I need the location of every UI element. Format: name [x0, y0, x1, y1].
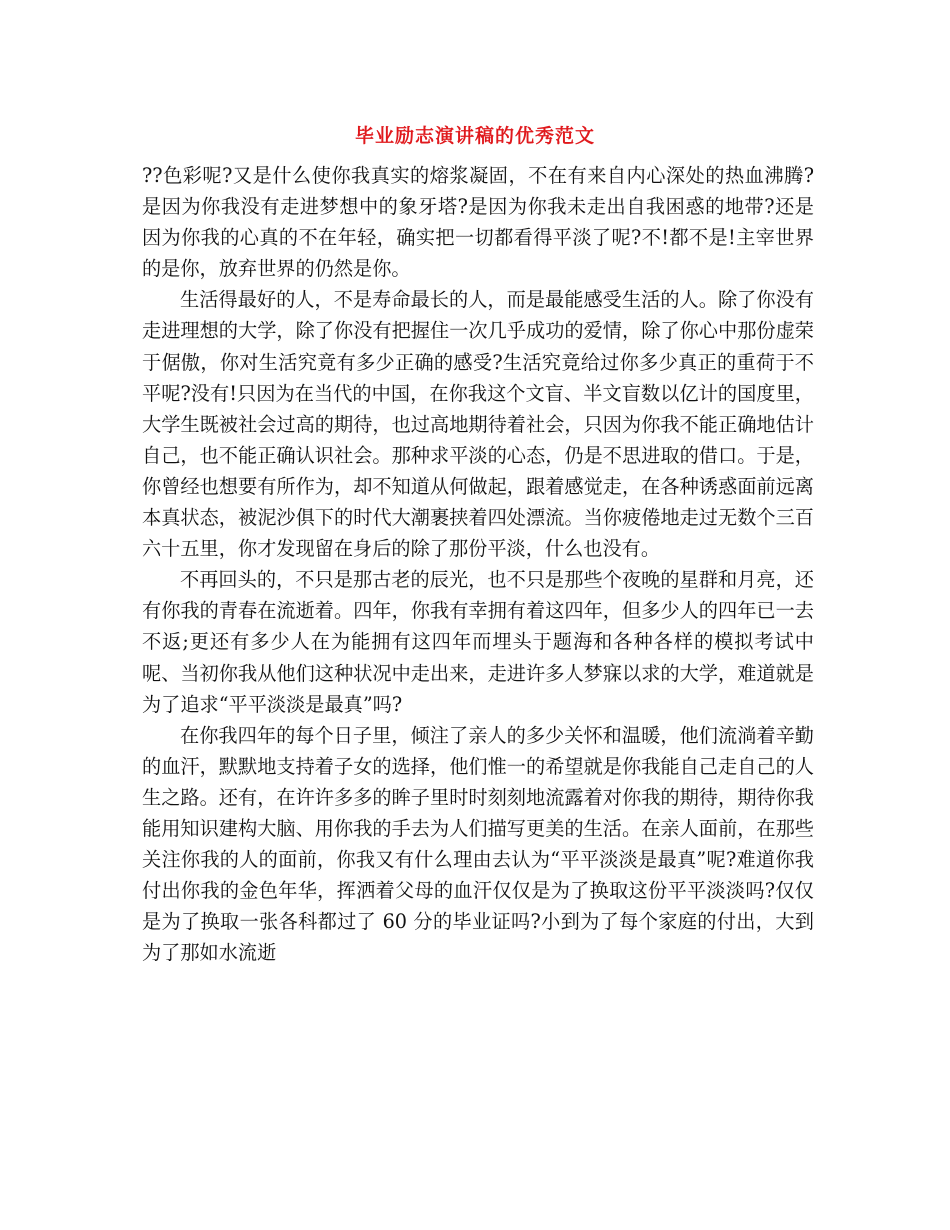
paragraph-1: ??色彩呢?又是什么使你我真实的熔浆凝固，不在有来自内心深处的热血沸腾?是因为你我没有走进梦想中的象牙塔?是因为你我未走出自我困惑的地带?还是因为你我的心真的不在年轻，确实把一切都看得平淡了呢?不!都不是!主宰世界的是你，放弃世界的仍然是你。 — [142, 164, 814, 281]
document-title: 毕业励志演讲稿的优秀范文 — [354, 125, 595, 147]
paragraph-2: 生活得最好的人，不是寿命最长的人，而是最能感受生活的人。除了你没有走进理想的大学，除了你没有把握住一次几乎成功的爱情，除了你心中那份虚荣于倨傲，你对生活究竟有多少正确的感受?生活究竟给过你多少真正的重荷于不平呢?没有!只因为在当代的中国，在你我这个文盲、半文盲数以亿计的国度里，大学生既被社会过高的期待，也过高地期待着社会，只因为你我不能正确地估计自己，也不能正确认识社会。那种求平淡的心态，仍是不思进取的借口。于是，你曾经也想要有所作为，却不知道从何做起，跟着感觉走，在各种诱惑面前远离本真状态，被泥沙俱下的时代大潮裹挟着四处漂流。当你疲倦地走过无数个三百六十五里，你才发现留在身后的除了那份平淡，什么也没有。 — [142, 288, 814, 561]
paragraph-3: 不再回头的，不只是那古老的辰光，也不只是那些个夜晚的星群和月亮，还有你我的青春在流逝着。四年，你我有幸拥有着这四年，但多少人的四年已一去不返;更还有多少人在为能拥有这四年而埋头于题海和各种各样的模拟考试中呢、当初你我从他们这种状况中走出来，走进许多人梦寐以求的大学，难道就是为了追求“平平淡淡是最真”吗? — [142, 568, 814, 716]
paragraph-4: 在你我四年的每个日子里，倾注了亲人的多少关怀和温暖，他们流淌着辛勤的血汗，默默地支持着子女的选择，他们惟一的希望就是你我能自己走自己的人生之路。还有，在许许多多的眸子里时时刻刻地流露着对你我的期待，期待你我能用知识建构大脑、用你我的手去为人们描写更美的生活。在亲人面前，在那些关注你我的人的面前，你我又有什么理由去认为“平平淡淡是最真”呢?难道你我付出你我的金色年华，挥洒着父母的血汗仅仅是为了换取这份平平淡淡吗?仅仅是为了换取一张各科都过了 60 分的毕业证吗?小到为了每个家庭的付出，大到为了那如水流逝 — [142, 723, 814, 965]
document-body — [142, 160, 814, 968]
